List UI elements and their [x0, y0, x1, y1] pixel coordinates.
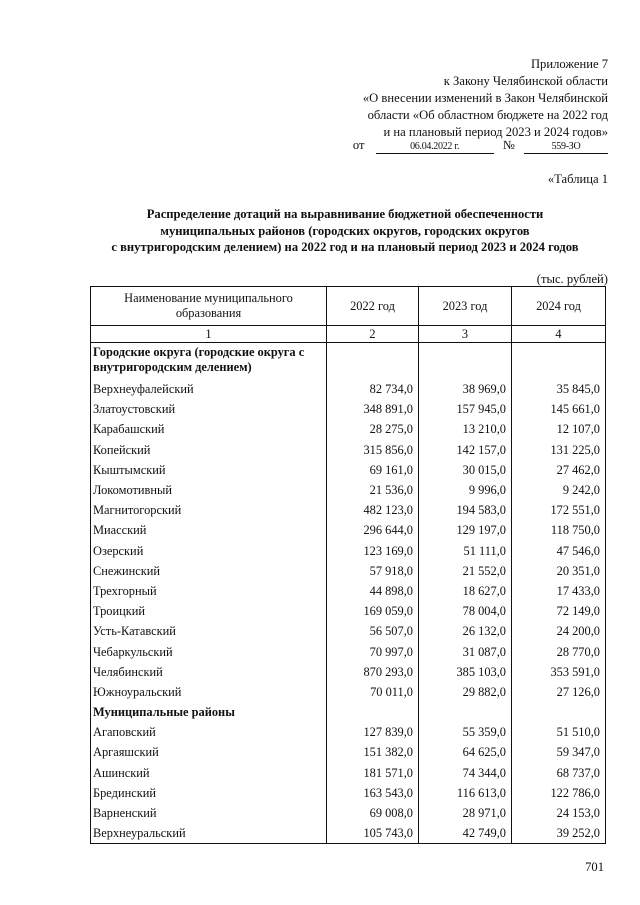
value-2024: 27 126,0	[512, 682, 606, 702]
value-2024: 17 433,0	[512, 581, 606, 601]
value-2023: 142 157,0	[419, 440, 512, 460]
value-2024: 28 770,0	[512, 641, 606, 661]
column-header-2024: 2024 год	[512, 287, 606, 326]
value-2022: 169 059,0	[327, 601, 419, 621]
value-2024: 145 661,0	[512, 399, 606, 419]
number-field: 559-ЗО	[524, 141, 608, 154]
name-cell: Троицкий	[91, 601, 327, 621]
value-2022: 348 891,0	[327, 399, 419, 419]
value-2024: 72 149,0	[512, 601, 606, 621]
section-title: Городские округа (городские округа с внутригородским делением)	[91, 343, 327, 380]
table-row	[91, 561, 606, 581]
name-cell: Локомотивный	[91, 480, 327, 500]
header-line: и на плановый период 2023 и 2024 годов»	[383, 125, 608, 139]
section-row	[91, 343, 606, 380]
table-row	[91, 440, 606, 460]
from-label: от	[352, 138, 365, 152]
name-cell: Челябинский	[91, 662, 327, 682]
name-cell: Трехгорный	[91, 581, 327, 601]
table-row	[91, 419, 606, 439]
value-2023: 78 004,0	[419, 601, 512, 621]
table-row	[91, 541, 606, 561]
value-2024: 9 242,0	[512, 480, 606, 500]
value-2024: 12 107,0	[512, 419, 606, 439]
value-2022: 70 011,0	[327, 682, 419, 702]
value-2024: 47 546,0	[512, 541, 606, 561]
value-2022: 163 543,0	[327, 783, 419, 803]
subsidy-table	[90, 286, 606, 844]
table-row	[91, 742, 606, 762]
section-title: Муниципальные районы	[91, 702, 327, 722]
title-line: Распределение дотаций на выравнивание бюджетной обеспеченности	[146, 207, 544, 221]
value-2023: 42 749,0	[419, 823, 512, 844]
law-reference-line	[353, 138, 608, 154]
value-2022: 127 839,0	[327, 722, 419, 742]
title-line: с внутригородским делением) на 2022 год и на плановый период 2023 и 2024 годов	[111, 240, 579, 254]
header-line: «О внесении изменений в Закон Челябинской	[362, 91, 608, 105]
column-index: 2	[327, 326, 419, 343]
name-cell: Верхнеуфалейский	[91, 379, 327, 399]
value-2024: 59 347,0	[512, 742, 606, 762]
table-row	[91, 399, 606, 419]
value-2022: 296 644,0	[327, 520, 419, 540]
table-row	[91, 823, 606, 844]
table-row	[91, 379, 606, 399]
value-2024: 68 737,0	[512, 763, 606, 783]
value-2024: 118 750,0	[512, 520, 606, 540]
number-label: №	[502, 138, 515, 152]
table-row	[91, 621, 606, 641]
value-2022: 315 856,0	[327, 440, 419, 460]
value-2022: 151 382,0	[327, 742, 419, 762]
column-index: 1	[91, 326, 327, 343]
table-row	[91, 480, 606, 500]
value-2022: 21 536,0	[327, 480, 419, 500]
value-2023: 26 132,0	[419, 621, 512, 641]
value-2024: 131 225,0	[512, 440, 606, 460]
name-cell: Агаповский	[91, 722, 327, 742]
name-cell: Карабашский	[91, 419, 327, 439]
value-2023: 116 613,0	[419, 783, 512, 803]
title-line: муниципальных районов (городских округов, городских округов	[160, 223, 530, 238]
table-body	[91, 343, 606, 844]
name-cell: Аргаяшский	[91, 742, 327, 762]
value-2024: 353 591,0	[512, 662, 606, 682]
column-header-2022: 2022 год	[327, 287, 419, 326]
value-2023: 51 111,0	[419, 541, 512, 561]
name-cell: Снежинский	[91, 561, 327, 581]
value-2022: 82 734,0	[327, 379, 419, 399]
value-2023: 31 087,0	[419, 641, 512, 661]
table-row	[91, 662, 606, 682]
table-row	[91, 763, 606, 783]
header-line: области «Об областном бюджете на 2022 год	[367, 108, 608, 122]
value-2023: 13 210,0	[419, 419, 512, 439]
value-2023: 157 945,0	[419, 399, 512, 419]
value-2023: 55 359,0	[419, 722, 512, 742]
name-cell: Озерский	[91, 541, 327, 561]
column-index-row	[91, 326, 606, 343]
value-2023: 194 583,0	[419, 500, 512, 520]
value-2022: 123 169,0	[327, 541, 419, 561]
value-2023: 385 103,0	[419, 662, 512, 682]
value-2024: 24 200,0	[512, 621, 606, 641]
value-2022: 28 275,0	[327, 419, 419, 439]
value-2023: 28 971,0	[419, 803, 512, 823]
page-number: 701	[585, 860, 604, 874]
name-cell: Варненский	[91, 803, 327, 823]
value-2022: 181 571,0	[327, 763, 419, 783]
value-2022: 105 743,0	[327, 823, 419, 844]
value-2023: 129 197,0	[419, 520, 512, 540]
value-2022: 69 008,0	[327, 803, 419, 823]
value-2022: 56 507,0	[327, 621, 419, 641]
table-label: «Таблица 1	[547, 172, 608, 186]
header-line: Приложение 7	[530, 57, 608, 71]
table-row	[91, 783, 606, 803]
column-index: 3	[419, 326, 512, 343]
name-cell: Южноуральский	[91, 682, 327, 702]
table-row	[91, 722, 606, 742]
document-header	[288, 56, 608, 141]
date-field: 06.04.2022 г.	[376, 141, 494, 154]
value-2023: 38 969,0	[419, 379, 512, 399]
value-2023: 64 625,0	[419, 742, 512, 762]
section-row	[91, 702, 606, 722]
header-line: к Закону Челябинской области	[443, 74, 608, 88]
value-2023: 21 552,0	[419, 561, 512, 581]
value-2023: 18 627,0	[419, 581, 512, 601]
value-2022: 482 123,0	[327, 500, 419, 520]
document-title	[80, 206, 610, 256]
name-cell: Кыштымский	[91, 460, 327, 480]
value-2024: 172 551,0	[512, 500, 606, 520]
table-row	[91, 500, 606, 520]
value-2023: 29 882,0	[419, 682, 512, 702]
value-2024: 35 845,0	[512, 379, 606, 399]
name-cell: Ашинский	[91, 763, 327, 783]
column-header-name: Наименование муниципального образования	[91, 287, 327, 326]
name-cell: Верхнеуральский	[91, 823, 327, 844]
name-cell: Миасский	[91, 520, 327, 540]
name-cell: Чебаркульский	[91, 641, 327, 661]
table-row	[91, 601, 606, 621]
value-2023: 74 344,0	[419, 763, 512, 783]
table-row	[91, 803, 606, 823]
value-2022: 870 293,0	[327, 662, 419, 682]
value-2023: 9 996,0	[419, 480, 512, 500]
value-2022: 70 997,0	[327, 641, 419, 661]
table-row	[91, 520, 606, 540]
value-2022: 44 898,0	[327, 581, 419, 601]
name-cell: Копейский	[91, 440, 327, 460]
column-header-2023: 2023 год	[419, 287, 512, 326]
table-row	[91, 682, 606, 702]
value-2024: 122 786,0	[512, 783, 606, 803]
value-2023: 30 015,0	[419, 460, 512, 480]
name-cell: Брединский	[91, 783, 327, 803]
value-2024: 20 351,0	[512, 561, 606, 581]
header-row	[91, 287, 606, 326]
name-cell: Златоустовский	[91, 399, 327, 419]
column-index: 4	[512, 326, 606, 343]
table-row	[91, 581, 606, 601]
units-label: (тыс. рублей)	[536, 272, 608, 286]
name-cell: Магнитогорский	[91, 500, 327, 520]
table-row	[91, 641, 606, 661]
value-2022: 69 161,0	[327, 460, 419, 480]
value-2024: 39 252,0	[512, 823, 606, 844]
value-2022: 57 918,0	[327, 561, 419, 581]
table-row	[91, 460, 606, 480]
value-2024: 24 153,0	[512, 803, 606, 823]
value-2024: 51 510,0	[512, 722, 606, 742]
value-2024: 27 462,0	[512, 460, 606, 480]
name-cell: Усть-Катавский	[91, 621, 327, 641]
